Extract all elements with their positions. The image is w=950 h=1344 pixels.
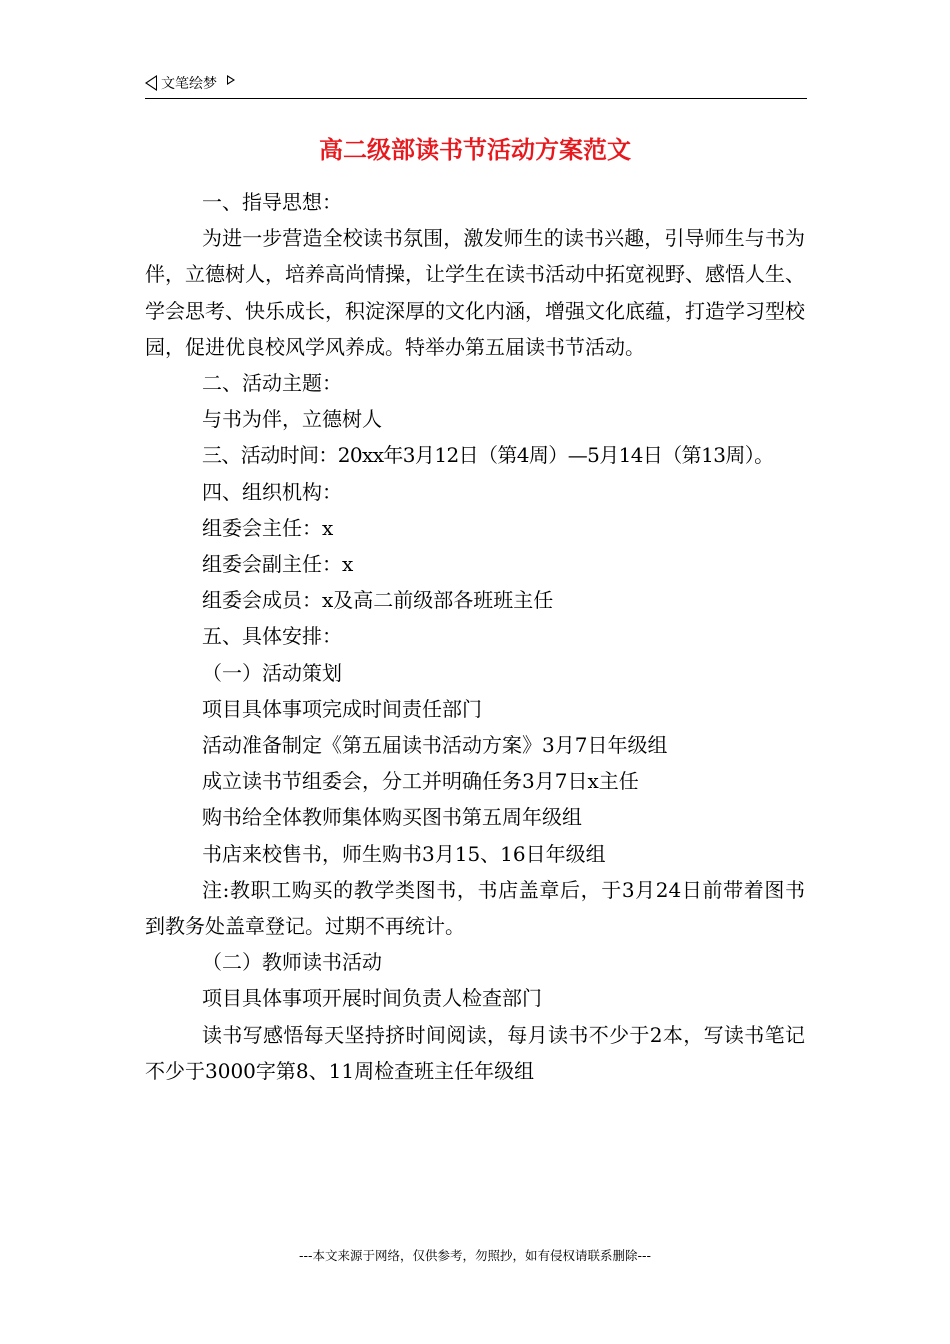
- paragraph: 三、活动时间：20xx年3月12日（第4周）—5月14日（第13周）。: [202, 443, 774, 468]
- paragraph: 为进一步营造全校读书氛围，激发师生的读书兴趣，引导师生与书为伴，立德树人，培养高尚情操，让学生在读书活动中拓宽视野、感悟人生、学会思考、快乐成长，积淀深厚的文化内涵，增强文化底蕴，打造学习型校园，促进优良校风学风养成。特举办第五届读书节活动。: [145, 226, 805, 359]
- document-title: 高二级部读书节活动方案范文: [319, 135, 631, 164]
- paragraph: 项目具体事项完成时间责任部门: [202, 696, 482, 721]
- paragraph: 活动准备制定《第五届读书活动方案》3月7日年级组: [202, 733, 668, 758]
- paragraph: 注:教职工购买的教学类图书，书店盖章后，于3月24日前带着图书到教务处盖章登记。过期不再统计。: [145, 877, 805, 939]
- paragraph: 组委会主任：x: [202, 515, 334, 540]
- paragraph: 组委会副主任：x: [202, 552, 354, 577]
- header-brand-row: [145, 74, 235, 94]
- paragraph: 与书为伴，立德树人: [202, 407, 382, 432]
- triangle-left-outline-icon: [145, 75, 157, 91]
- header-brand: 文笔绘梦: [161, 76, 217, 92]
- section-heading: 二、活动主题：: [202, 371, 342, 396]
- paragraph: 成立读书节组委会，分工并明确任务3月7日x主任: [202, 769, 639, 794]
- paragraph: 购书给全体教师集体购买图书第五周年级组: [202, 805, 582, 830]
- paragraph: 书店来校售书，师生购书3月15、16日年级组: [202, 841, 606, 866]
- page-header: [145, 72, 807, 99]
- section-heading: 四、组织机构：: [202, 479, 342, 504]
- section-heading: 五、具体安排：: [202, 624, 342, 649]
- triangle-right-outline-icon: [227, 75, 235, 85]
- paragraph: 读书写感悟每天坚持挤时间阅读，每月读书不少于2本，写读书笔记不少于3000字第8、11周检查班主任年级组: [145, 1022, 805, 1083]
- subsection-heading: （二）教师读书活动: [202, 950, 382, 975]
- section-heading: 一、指导思想：: [202, 190, 342, 214]
- document-body: [145, 184, 805, 1089]
- paragraph: 项目具体事项开展时间负责人检查部门: [202, 986, 542, 1011]
- page-footer-disclaimer: ---本文来源于网络，仅供参考，勿照抄，如有侵权请联系删除---: [298, 1248, 652, 1263]
- paragraph: 组委会成员：x及高二前级部各班班主任: [202, 588, 554, 613]
- subsection-heading: （一）活动策划: [202, 660, 342, 685]
